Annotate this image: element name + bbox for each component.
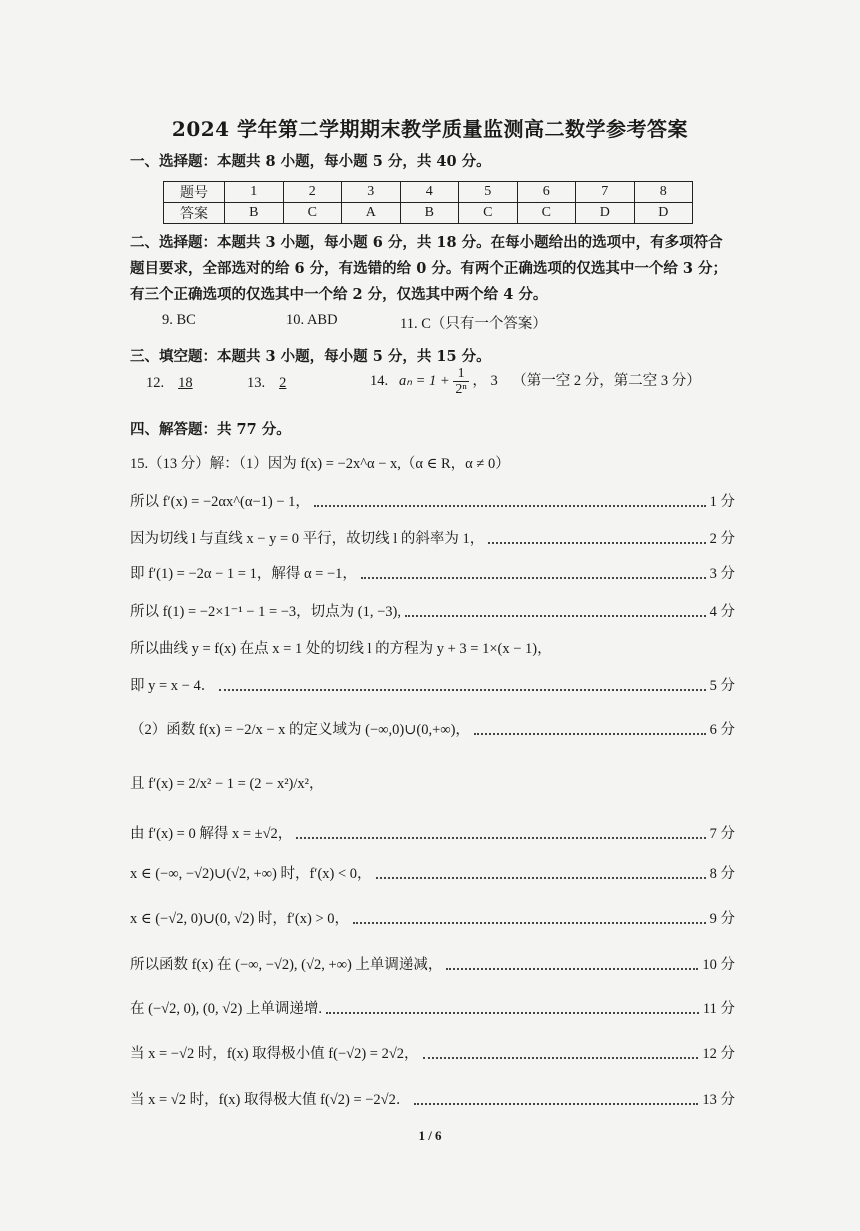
score-points: 12 分 (702, 1045, 735, 1062)
q12-answer: 18 (178, 375, 193, 391)
q13-answer: 2 (279, 375, 287, 391)
solution-line (130, 951, 735, 975)
leader-dots (488, 530, 705, 544)
leader-dots (423, 1045, 699, 1059)
solution-text: 所以函数 f(x) 在 (−∞, −√2), (√2, +∞) 上单调递减， (130, 956, 443, 973)
solution-line (130, 672, 735, 696)
solution-text: 因为切线 l 与直线 x − y = 0 平行，故切线 l 的斜率为 1， (130, 530, 485, 547)
answer-q12 (146, 375, 207, 392)
q14-prefix: aₙ = 1 + (399, 372, 450, 389)
solution-text: x ∈ (−∞, −√2)∪(√2, +∞) 时，f′(x) < 0， (130, 865, 372, 882)
fraction-numerator: 1 (453, 366, 468, 382)
section-3-heading: 三、填空题：本题共 3 小题，每小题 5 分，共 15 分。 (130, 348, 491, 365)
leader-dots (361, 565, 706, 579)
q14-note: （第一空 2 分，第二空 3 分） (512, 372, 701, 389)
q14-suffix: ， 3 (472, 372, 498, 389)
table-cell: 7 (576, 182, 635, 203)
solution-line (130, 1086, 735, 1110)
leader-dots (474, 721, 706, 735)
table-row-label: 答案 (164, 203, 225, 224)
solution-line (130, 770, 735, 794)
section-2-heading: 二、选择题：本题共 3 小题，每小题 6 分，共 18 分。在每小题给出的选项中，有多项符合题目要求，全部选对的给 6 分，有选错的给 0 分。有两个正确选项的仅选其中一个给 3 分；有三个正确选项的仅选其中一个给 2 分，仅选其中两个给 4 分。 (130, 234, 728, 303)
solution-text: 所以 f(1) = −2×1⁻¹ − 1 = −3，切点为 (1, −3), (130, 603, 402, 620)
solution-text: 当 x = −√2 时，f(x) 取得极小值 f(−√2) = 2√2， (130, 1045, 419, 1062)
solution-text: 当 x = √2 时，f(x) 取得极大值 f(√2) = −2√2． (130, 1091, 411, 1108)
table-cell: 1 (225, 182, 284, 203)
leader-dots (405, 603, 706, 617)
solution-line (130, 635, 735, 659)
solution-line (130, 525, 735, 549)
leader-dots (326, 1000, 699, 1014)
score-points: 9 分 (709, 910, 735, 927)
q12-label: 12. (146, 375, 165, 391)
solution-text: 所以 f′(x) = −2αx^(α−1) − 1， (130, 493, 310, 510)
q15-intro-text: 15.（13 分）解：（1）因为 f(x) = −2x^α − x,（α ∈ R，α ≠ 0） (130, 455, 510, 472)
solution-line (130, 820, 735, 844)
table-cell: 4 (400, 182, 459, 203)
leader-dots (296, 825, 705, 839)
answer-q13 (247, 375, 300, 392)
page-number: 1 / 6 (418, 1128, 442, 1143)
score-points: 7 分 (709, 825, 735, 842)
section-1-heading: 一、选择题：本题共 8 小题，每小题 5 分，共 40 分。 (130, 153, 491, 170)
score-points: 4 分 (709, 603, 735, 620)
solution-line (130, 716, 735, 740)
table-cell: A (342, 203, 401, 224)
table-cell: C (517, 203, 576, 224)
answer-q11: 11. C（只有一个答案） (400, 316, 547, 332)
score-points: 5 分 (709, 677, 735, 694)
table-row (164, 182, 693, 203)
table-cell: B (400, 203, 459, 224)
table-cell: 8 (634, 182, 693, 203)
solution-text: 所以曲线 y = f(x) 在点 x = 1 处的切线 l 的方程为 y + 3 = 1×(x − 1)， (130, 640, 552, 657)
table-cell: 2 (283, 182, 342, 203)
solution-text: 在 (−√2, 0), (0, √2) 上单调递增. (130, 1000, 323, 1017)
q14-label: 14. (370, 372, 389, 389)
table-cell: C (283, 203, 342, 224)
leader-dots (446, 956, 698, 970)
table-cell: 3 (342, 182, 401, 203)
solution-text: 且 f′(x) = 2/x² − 1 = (2 − x²)/x²， (130, 775, 324, 792)
answer-q10: 10. ABD (286, 312, 338, 328)
table-cell: 5 (459, 182, 518, 203)
answer-q9: 9. BC (162, 312, 196, 328)
document-title: 2024 学年第二学期期末教学质量监测高二数学参考答案 (171, 117, 689, 141)
q13-label: 13. (247, 375, 266, 391)
solution-line (130, 860, 735, 884)
table-cell: D (576, 203, 635, 224)
score-points: 13 分 (702, 1091, 735, 1108)
solution-line (130, 488, 735, 512)
q15-intro (130, 450, 735, 474)
answer-q14 (370, 366, 701, 397)
table-cell: D (634, 203, 693, 224)
score-points: 1 分 (709, 493, 735, 510)
solution-line (130, 560, 735, 584)
score-points: 6 分 (709, 721, 735, 738)
table-cell: B (225, 203, 284, 224)
choice-answer-table (163, 181, 693, 224)
score-points: 3 分 (709, 565, 735, 582)
solution-line (130, 598, 735, 622)
solution-text: x ∈ (−√2, 0)∪(0, √2) 时，f′(x) > 0， (130, 910, 350, 927)
leader-dots (353, 910, 706, 924)
solution-line (130, 905, 735, 929)
score-points: 11 分 (702, 1000, 735, 1017)
fraction-denominator: 2ⁿ (455, 382, 467, 397)
section-4-heading: 四、解答题：共 77 分。 (130, 421, 291, 438)
table-cell: 6 (517, 182, 576, 203)
solution-text: 由 f′(x) = 0 解得 x = ±√2， (130, 825, 293, 842)
solution-text: 即 f′(1) = −2α − 1 = 1，解得 α = −1， (130, 565, 357, 582)
solution-text: （2）函数 f(x) = −2/x − x 的定义域为 (−∞,0)∪(0,+∞)， (130, 721, 470, 738)
table-row-label: 题号 (164, 182, 225, 203)
leader-dots (414, 1091, 698, 1105)
score-points: 8 分 (709, 865, 735, 882)
solution-line (130, 995, 735, 1019)
score-points: 10 分 (702, 956, 735, 973)
solution-text: 即 y = x − 4． (130, 677, 216, 694)
leader-dots (376, 865, 706, 879)
solution-line (130, 1040, 735, 1064)
score-points: 2 分 (709, 530, 735, 547)
leader-dots (314, 493, 706, 507)
q14-fraction (453, 366, 468, 397)
leader-dots (219, 677, 705, 691)
table-cell: C (459, 203, 518, 224)
table-row (164, 203, 693, 224)
